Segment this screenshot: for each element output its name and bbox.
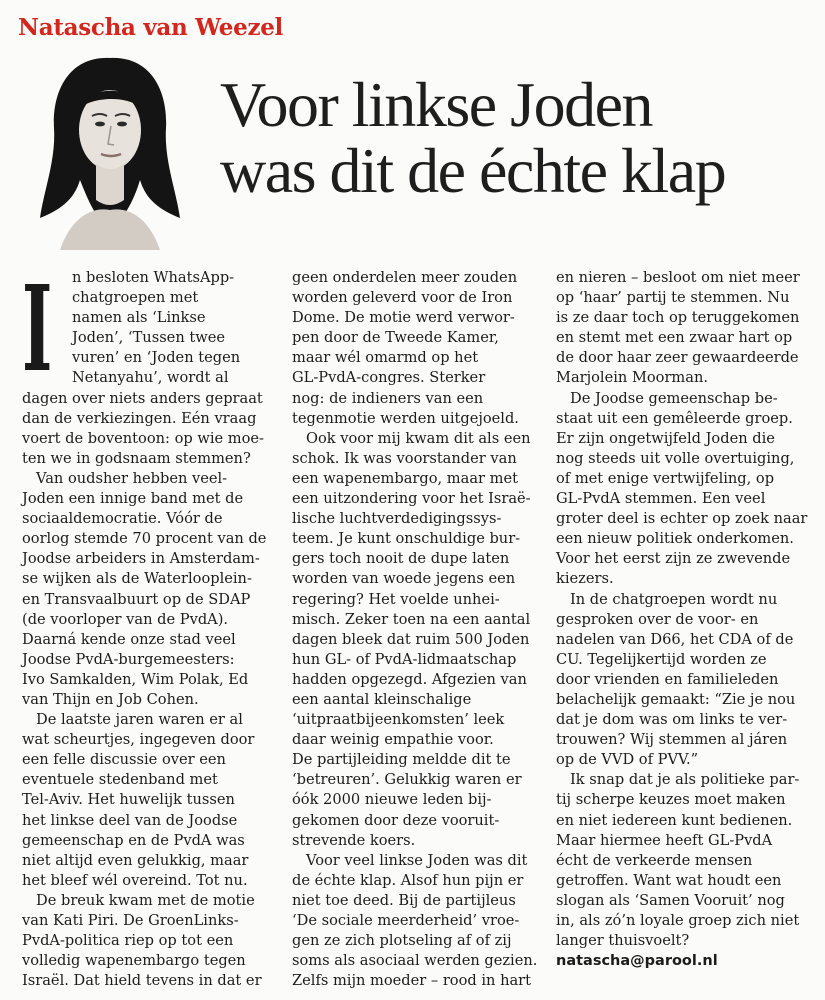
- article-text-line: hun GL- of PvdA-lidmaatschap: [292, 650, 517, 668]
- article-text-line: een wapenembargo, maar met: [292, 469, 518, 487]
- article-text-line: en niet iedereen kunt bedienen.: [556, 811, 793, 829]
- article-text-line: In de chatgroepen wordt nu: [570, 590, 778, 608]
- article-text-line: soms als asociaal werden gezien.: [292, 952, 538, 970]
- article-text-line: een uitzondering voor het Israë-: [292, 490, 531, 508]
- article-text-line: regering? Het voelde unhei-: [292, 590, 500, 608]
- article-text-line: gekomen door deze vooruit-: [292, 811, 500, 829]
- article-text-line: eventuele stedenband met: [22, 771, 218, 789]
- article-text-line: ten we in godsnaam stemmen?: [22, 449, 251, 467]
- article-text-line: in, als zó’n loyale groep zich niet: [556, 912, 800, 929]
- article-text-line: sociaaldemocratie. Vóór de: [22, 510, 223, 528]
- article-text-line: PvdA-politica riep op tot een: [22, 932, 234, 950]
- article-text-line: kiezers.: [556, 570, 614, 588]
- article-text-line: Van oudsher hebben veel-: [36, 469, 228, 487]
- article-text-line: een aantal kleinschalige: [292, 690, 472, 708]
- article-text-line: Dome. De motie werd verwor-: [292, 309, 515, 327]
- author-byline: Natascha van Weezel: [18, 14, 283, 41]
- article-text-line: nog steeds uit volle overtuiging,: [556, 449, 795, 467]
- article-text-line: op ‘haar’ partij te stemmen. Nu: [556, 289, 790, 307]
- article-text-line: Zelfs mijn moeder – rood in hart: [292, 972, 532, 990]
- article-text-line: dagen bleek dat ruim 500 Joden: [292, 630, 530, 648]
- article-text-line: worden van woede jegens een: [292, 570, 516, 588]
- article-text-line: óók 2000 nieuwe leden bij-: [292, 791, 492, 809]
- article-text-line: Er zijn ongetwijfeld Joden die: [556, 429, 775, 447]
- article-text-line: namen als ‘Linkse: [72, 309, 206, 327]
- author-email[interactable]: natascha@parool.nl: [556, 953, 718, 970]
- article-text-line: volledig wapenembargo tegen: [22, 952, 246, 970]
- article-text-line: De Joodse gemeenschap be-: [570, 389, 778, 407]
- article-text-line: Voor het eerst zijn ze zwevende: [556, 550, 791, 568]
- article-text-line: Joodse PvdA-burgemeesters:: [22, 650, 235, 668]
- headline-line: was dit de échte klap: [220, 135, 726, 206]
- article-text-line: tegenmotie werden uitgejoeld.: [292, 409, 519, 427]
- article-text-line: De partijleiding meldde dit te: [292, 751, 511, 769]
- article-text-line: se wijken als de Waterlooplein-: [22, 570, 252, 588]
- article-text-line: Maar hiermee heeft GL-PvdA: [556, 831, 773, 849]
- article-text-line: worden geleverd voor de Iron: [292, 289, 513, 307]
- article-text-line: de door haar zeer gewaardeerde: [556, 349, 799, 367]
- article-text-line: niet toe deed. Bij de partijleus: [292, 891, 516, 909]
- article-text-line: lische luchtverdedigingssys-: [292, 510, 502, 528]
- article-text-line: dagen over niets anders gepraat: [22, 389, 263, 407]
- drop-cap: I: [22, 259, 53, 398]
- column-2: [292, 268, 547, 991]
- article-text-line: Marjolein Moorman.: [556, 369, 709, 387]
- article-text-line: nog: de indieners van een: [292, 389, 484, 407]
- article-text-line: dat je dom was om links te ver-: [556, 711, 788, 729]
- article-text-line: daar weinig empathie voor.: [292, 731, 494, 749]
- article-text-line: getroffen. Want wat houdt een: [556, 871, 782, 889]
- article-text-line: (de voorloper van de PvdA).: [22, 610, 229, 628]
- article-text-line: voert de boventoon: op wie moe-: [22, 429, 264, 447]
- article-text-line: ‘uitpraatbijeenkomsten’ leek: [292, 711, 505, 729]
- article-text-line: maar wél omarmd op het: [292, 349, 479, 367]
- article-text-line: de échte klap. Alsof hun pijn er: [292, 871, 524, 889]
- article-text-line: gemeenschap en de PvdA was: [22, 831, 245, 849]
- article-text-line: De breuk kwam met de motie: [36, 891, 255, 909]
- author-portrait: [30, 50, 190, 250]
- article-text-line: en Transvaalbuurt op de SDAP: [22, 590, 251, 608]
- article-text-line: Ivo Samkalden, Wim Polak, Ed: [22, 670, 249, 688]
- article-text-line: groter deel is echter op zoek naar: [556, 510, 808, 528]
- article-text-line: Daarná kende onze stad veel: [22, 630, 236, 648]
- article-text-line: pen door de Tweede Kamer,: [292, 329, 499, 347]
- article-text-line: en nieren – besloot om niet meer: [556, 269, 800, 286]
- article-text-line: écht de verkeerde mensen: [556, 851, 753, 869]
- article-text-line: gen ze zich plotseling af of zij: [292, 932, 512, 950]
- article-text-line: teem. Je kunt onschuldige bur-: [292, 530, 521, 548]
- article-text-line: een felle discussie over een: [22, 751, 226, 769]
- article-text-line: het linkse deel van de Joodse: [22, 811, 238, 829]
- article-text-line: op de VVD of PVV.”: [556, 751, 699, 769]
- headline-line: Voor linkse Joden: [220, 69, 652, 140]
- article-text-line: n besloten WhatsApp-: [72, 269, 235, 286]
- article-text-line: ‘De sociale meerderheid’ vroe-: [292, 912, 520, 929]
- article-text-line: Joodse arbeiders in Amsterdam-: [22, 550, 260, 568]
- article-text-line: Tel-Aviv. Het huwelijk tussen: [22, 791, 235, 809]
- article-text-line: wat scheurtjes, ingegeven door: [22, 731, 255, 749]
- column-1: [22, 259, 284, 991]
- article-text-line: Israël. Dat hield tevens in dat er: [22, 972, 262, 990]
- article-text-line: en stemt met een zwaar hart op: [556, 329, 793, 347]
- article-text-line: staat uit een gemêleerde groep.: [556, 409, 793, 427]
- article-text-line: Ook voor mij kwam dit als een: [306, 429, 531, 447]
- article-text-line: vuren’ en ‘Joden tegen: [72, 349, 241, 367]
- article-text-line: misch. Zeker toen na een aantal: [292, 610, 531, 628]
- article-text-line: tij scherpe keuzes moet maken: [556, 791, 786, 809]
- article-text-line: Joden’, ‘Tussen twee: [72, 329, 225, 347]
- article-text-line: schok. Ik was voorstander van: [292, 449, 517, 467]
- article-text-line: De laatste jaren waren er al: [36, 711, 243, 729]
- article-text-line: gesproken over de voor- en: [556, 610, 759, 628]
- article-text-line: langer thuisvoelt?: [556, 932, 690, 950]
- article-text-line: of met enige vertwijfeling, op: [556, 469, 775, 487]
- article-text-line: CU. Tegelijkertijd worden ze: [556, 650, 767, 668]
- article-text-line: oorlog stemde 70 procent van de: [22, 530, 267, 548]
- article-text-line: hadden opgezegd. Afgezien van: [292, 670, 527, 688]
- article-text-line: van Thijn en Job Cohen.: [22, 690, 199, 708]
- article-text-line: Netanyahu’, wordt al: [72, 369, 229, 387]
- article-text-line: gers toch nooit de dupe laten: [292, 550, 510, 568]
- article-text-line: het bleef wél overeind. Tot nu.: [22, 871, 248, 889]
- article-text-line: door vrienden en familieleden: [556, 670, 779, 688]
- article-text-line: dan de verkiezingen. Eén vraag: [22, 409, 257, 427]
- article-text-line: strevende koers.: [292, 831, 416, 849]
- article-text-line: slogan als ‘Samen Vooruit’ nog: [556, 891, 785, 909]
- article-text-line: GL-PvdA stemmen. Een veel: [556, 490, 766, 508]
- article-text-line: Voor veel linkse Joden was dit: [306, 851, 528, 869]
- article-text-line: nadelen van D66, het CDA of de: [556, 630, 794, 648]
- article-text-line: trouwen? Wij stemmen al járen: [556, 731, 788, 749]
- column-3: [556, 268, 818, 971]
- article-text-line: geen onderdelen meer zouden: [292, 269, 518, 286]
- article-text-line: een nieuw politiek onderkomen.: [556, 530, 794, 548]
- article-text-line: Joden een innige band met de: [22, 490, 244, 508]
- article-text-line: GL-PvdA-congres. Sterker: [292, 369, 486, 387]
- article-text-line: ‘betreuren’. Gelukkig waren er: [292, 771, 522, 789]
- article-text-line: niet altijd even gelukkig, maar: [22, 851, 249, 869]
- article-text-line: is ze daar toch op teruggekomen: [556, 309, 800, 327]
- article-text-line: belachelijk gemaakt: “Zie je nou: [556, 690, 796, 708]
- headline: [220, 69, 726, 206]
- article-text-line: chatgroepen met: [72, 289, 199, 307]
- article-text-line: van Kati Piri. De GroenLinks-: [22, 912, 239, 929]
- article-text-line: Ik snap dat je als politieke par-: [570, 771, 800, 789]
